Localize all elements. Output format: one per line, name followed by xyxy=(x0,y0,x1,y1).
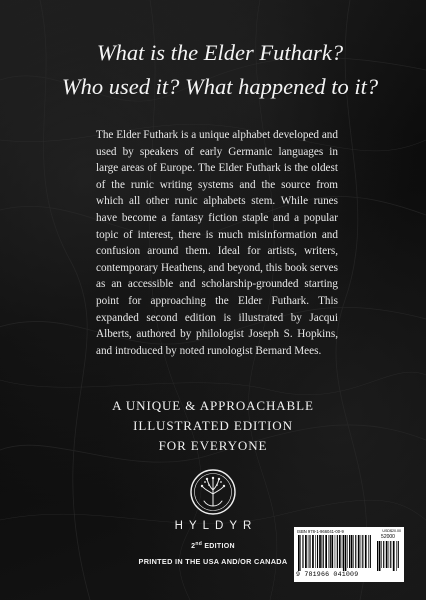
barcode-bar xyxy=(386,541,388,568)
barcode-bar xyxy=(342,535,343,568)
barcode-bar xyxy=(300,535,301,571)
barcode-bar xyxy=(383,541,384,568)
barcode-bar xyxy=(329,535,330,568)
price-code: 52000 xyxy=(381,534,395,540)
barcode-bar xyxy=(308,535,309,568)
barcode-bar xyxy=(298,535,300,571)
barcode-bar xyxy=(358,535,360,568)
price-label: USD$20.00 xyxy=(382,529,401,533)
barcode-bar xyxy=(389,541,390,568)
barcode-bar xyxy=(330,535,331,568)
headline xyxy=(40,36,400,104)
barcode-bar xyxy=(325,535,327,568)
barcode-bar xyxy=(349,535,350,568)
barcode-bar xyxy=(309,535,310,568)
tagline-line: A UNIQUE & APPROACHABLE xyxy=(112,398,314,413)
tagline-line: ILLUSTRATED EDITION xyxy=(133,418,293,433)
barcode-bar xyxy=(335,535,336,568)
tree-seal-icon xyxy=(189,468,237,516)
barcode-bar xyxy=(379,541,381,571)
edition-word: EDITION xyxy=(204,543,235,550)
barcode-bar xyxy=(361,535,362,568)
tagline-line: FOR EVERYONE xyxy=(158,438,268,453)
barcode-bars xyxy=(297,535,373,571)
barcode-bar xyxy=(370,535,371,568)
barcode-bar xyxy=(393,541,395,571)
barcode-bar xyxy=(305,535,307,568)
printed-in-note: PRINTED IN THE USA AND/OR CANADA xyxy=(138,557,288,566)
barcode-bar xyxy=(368,535,369,568)
edition-number: 2 xyxy=(191,543,196,550)
barcode-bar xyxy=(302,535,303,568)
barcode-bar xyxy=(355,535,356,568)
barcode-bar xyxy=(319,535,321,568)
barcode-bar xyxy=(317,535,318,568)
edition-label xyxy=(113,541,313,550)
barcode-bar xyxy=(362,535,363,568)
barcode-digits: 9 781966 041009 xyxy=(296,571,359,578)
barcode-bar xyxy=(390,541,391,568)
barcode-bar xyxy=(396,541,397,571)
book-description: The Elder Futhark is a unique alphabet developed and used by speakers of early Germanic languages in large areas of Europe. The Elder Futhark is the oldest of the runic writing systems and the source from which all other runic alphabets stem. While runes have become a fantasy fiction staple and a popular topic of interest, there is much misinformation and confusion around them. Ideal for artists, writers, contemporary Heathens, and beyond, this book serves as an accessible and scholarship-grounded starting point for approaching the Elder Futhark. This expanded second edition is illustrated by Jacqui Alberts, authored by philologist Joseph S. Hopkins, and introduced by noted runologist Bernard Mees. xyxy=(96,129,338,357)
barcode-bar xyxy=(321,535,322,568)
barcode-bar xyxy=(351,535,353,568)
barcode-bar xyxy=(339,535,341,568)
barcode-bar xyxy=(365,535,367,568)
barcode-bar xyxy=(323,535,324,568)
barcode-bar xyxy=(343,535,344,571)
edition-suffix: nd xyxy=(195,541,203,547)
barcode-bar xyxy=(312,535,314,568)
barcode-bar xyxy=(398,541,399,568)
headline-line: What is the Elder Futhark? xyxy=(96,40,344,65)
tagline xyxy=(60,396,366,456)
barcode-bar xyxy=(381,541,382,568)
barcode xyxy=(294,527,404,582)
barcode-bar xyxy=(353,535,354,568)
barcode-bar xyxy=(377,541,378,571)
barcode-bar xyxy=(347,535,348,568)
barcode-bar xyxy=(345,535,347,571)
barcode-bar xyxy=(337,535,338,568)
headline-line: Who used it? What happened to it? xyxy=(61,74,379,99)
barcode-bar xyxy=(315,535,316,568)
price-barcode-bars xyxy=(376,541,400,571)
isbn-text: ISBN 978-1-966041-00-9 xyxy=(297,529,344,534)
publisher-name: HYLDYR xyxy=(174,520,258,532)
barcode-bar xyxy=(331,535,333,568)
